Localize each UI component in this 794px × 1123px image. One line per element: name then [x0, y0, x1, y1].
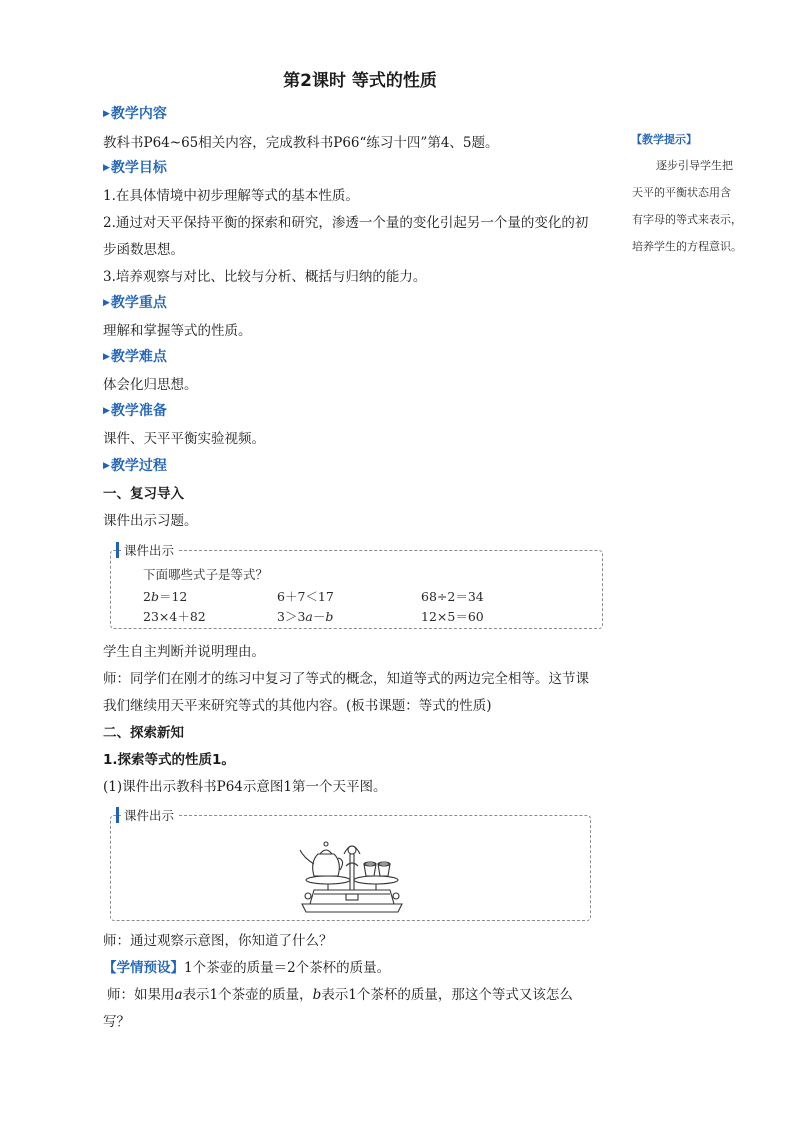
exercise-question: 下面哪些式子是等式？ — [143, 567, 269, 582]
section-heading-label: 教学过程 — [110, 458, 167, 474]
triangle-icon: ▶ — [103, 298, 110, 308]
difficult-text: 体会化归思想。 — [103, 377, 198, 393]
expression — [143, 587, 187, 605]
preset-line — [103, 956, 390, 976]
tag-accent-bar — [116, 542, 119, 558]
sidebar-line: 天平的平衡状态用含 — [632, 186, 731, 199]
prep-text: 课件、天平平衡实验视频。 — [103, 431, 265, 447]
expr-part: 2 — [143, 589, 151, 604]
var-b: b — [312, 987, 322, 1003]
preset-label: 【学情预设】 — [103, 960, 184, 976]
section-heading-process — [103, 455, 167, 475]
expr-part: 3＞3 — [277, 609, 306, 624]
teacher-line: 我们继续用天平来研究等式的其他内容。(板书课题：等式的性质) — [103, 698, 492, 714]
balance-scale-illustration — [288, 824, 416, 914]
section-heading-label: 教学难点 — [110, 349, 167, 365]
triangle-icon: ▶ — [103, 352, 110, 362]
section-heading-goals — [103, 157, 167, 177]
sidebar-title: 【教学提示】 — [631, 133, 697, 146]
teacher-line: 师：同学们在刚才的练习中复习了等式的概念，知道等式的两边完全相等。这节课 — [103, 671, 589, 687]
text-part: 表示1个茶杯的质量，那这个等式又该怎么 — [321, 987, 573, 1003]
triangle-icon: ▶ — [103, 406, 110, 416]
expr-var: b — [150, 589, 159, 604]
sidebar-line: 逐步引导学生把 — [656, 159, 733, 172]
expr-var: a — [305, 609, 313, 624]
courseware-tag: 课件出示 — [121, 806, 177, 824]
teapot — [313, 854, 340, 876]
key-text: 理解和掌握等式的性质。 — [103, 323, 252, 339]
triangle-icon: ▶ — [103, 163, 110, 173]
section-heading-label: 教学重点 — [110, 295, 167, 311]
section-heading-label: 教学内容 — [110, 106, 167, 122]
triangle-icon: ▶ — [103, 461, 110, 471]
part1-text: 课件出示习题。 — [103, 513, 198, 529]
triangle-icon: ▶ — [103, 109, 110, 119]
section-heading-key — [103, 292, 167, 312]
expr-part: － — [312, 609, 326, 624]
expression — [277, 607, 333, 625]
section-heading-prep — [103, 400, 167, 420]
section-heading-label: 教学准备 — [110, 403, 167, 419]
step-text: (1)课件出示教科书P64示意图1第一个天平图。 — [103, 779, 387, 795]
section-heading-difficult — [103, 346, 167, 366]
page-title: 第2课时 等式的性质 — [283, 71, 437, 91]
part2-heading: 二、探索新知 — [103, 725, 184, 741]
goal-item: 1.在具体情境中初步理解等式的基本性质。 — [103, 188, 359, 204]
goal-item-continued: 步函数思想。 — [103, 242, 184, 258]
expression: 68÷2＝34 — [421, 589, 484, 604]
courseware-tag: 课件出示 — [121, 541, 177, 559]
goal-item: 2.通过对天平保持平衡的探索和研究，渗透一个量的变化引起另一个量的变化的初 — [103, 215, 589, 231]
text-part: 表示1个茶壶的质量， — [182, 987, 313, 1003]
teacher-line: 写？ — [103, 1014, 130, 1030]
teacher-question: 师：通过观察示意图，你知道了什么？ — [103, 933, 333, 949]
preset-text: 1个茶壶的质量＝2个茶杯的质量。 — [184, 960, 391, 976]
expression: 23×4＋82 — [143, 609, 206, 624]
content-text: 教科书P64~65相关内容，完成教科书P66“练习十四”第4、5题。 — [103, 135, 499, 151]
text-part: 师：如果用 — [107, 987, 175, 1003]
tag-accent-bar — [116, 807, 119, 823]
expression: 12×5＝60 — [421, 609, 484, 624]
subsection-heading: 1.探索等式的性质1。 — [103, 752, 235, 768]
sidebar-line: 培养学生的方程意识。 — [632, 240, 742, 253]
goal-item: 3.培养观察与对比、比较与分析、概括与归纳的能力。 — [103, 269, 427, 285]
part1-heading: 一、复习导入 — [103, 486, 184, 502]
section-heading-label: 教学目标 — [110, 160, 167, 176]
sidebar-line: 有字母的等式来表示， — [632, 213, 742, 226]
expression: 6＋7＜17 — [277, 589, 334, 604]
student-task: 学生自主判断并说明理由。 — [103, 644, 265, 660]
var-a: a — [174, 987, 183, 1003]
expr-var: b — [325, 609, 334, 624]
teacher-line — [107, 983, 573, 1003]
expr-part: ＝12 — [158, 589, 188, 604]
section-heading-content — [103, 103, 167, 123]
